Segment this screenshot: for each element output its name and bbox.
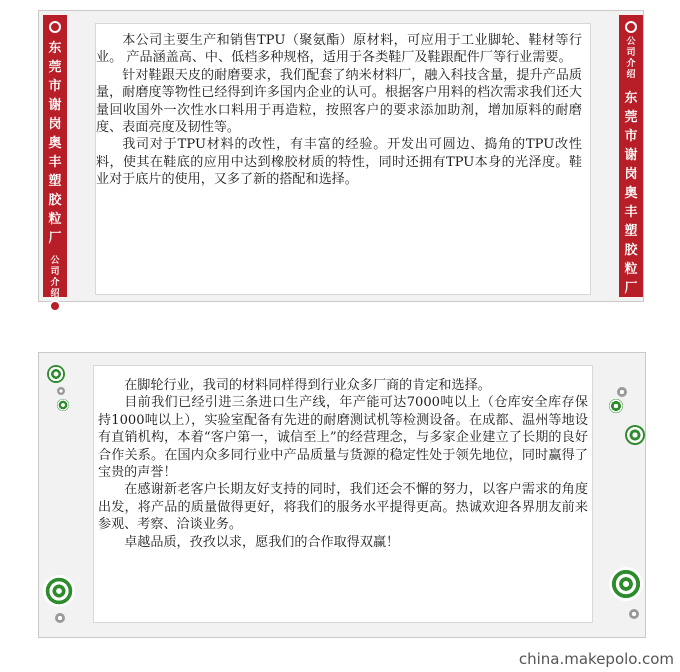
green-ring-icon [57,399,69,411]
green-ring-icon [609,567,643,601]
intro-paragraph: 本公司主要生产和销售TPU（聚氨酯）原材料，可应用于工业脚轮、鞋材等行业。 产品涵盖高、中、低档多种规格，适用于各类鞋厂及鞋跟配件厂等行业需要。 [96,33,582,66]
profile-paragraph: 在脚轮行业，我司的材料同样得到行业众多厂商的肯定和选择。 [124,378,491,393]
site-watermark: china.makepolo.com [518,650,674,668]
ring-icon [625,21,637,33]
green-ring-icon [609,399,623,413]
green-ring-icon [43,575,75,607]
intro-paragraph: 我司对于TPU材料的改性，有丰富的经验。开发出可圆边、捣角的TPU改性料，使其在鞋底的应用中达到橡胶材质的特性，同时还拥有TPU本身的光泽度。鞋业对于底片的使用，又多了新的搭配和选择。 [96,137,582,188]
profile-paragraph: 目前我们已经引进三条进口生产线，年产能可达7000吨以上（仓库安全库存保持1000吨以上），实验室配备有先进的耐磨测试机等检测设备。在成都、温州等地设有直销机构，本着“客户第一，诚信至上”的经营理念，与多家企业建立了长期的良好合作关系。在国内众多同行业中产品质量与货源的稳定性处于领先地位，同时赢得了宝贵的声誉！ [98,395,588,481]
company-name-vertical: 东 莞 市 谢 岗 奥 丰 塑 胶 粒 厂 [48,41,62,246]
gray-ring-icon [629,609,639,619]
profile-paragraph: 在感谢新老客户长期友好支持的同时，我们还会不懈的努力，以客户需求的角度出发，将产品的质量做得更好，将我们的服务水平提得更高。热诚欢迎各界朋友前来参观、考察、洽谈业务。 [98,482,588,533]
gray-ring-icon [617,387,627,397]
green-ring-icon [625,425,645,445]
intro-paragraph: 针对鞋跟天皮的耐磨要求，我们配套了纳米材料厂，融入科技含量，提升产品质量，耐磨度等物性已经得到许多国内企业的认可。根据客户用料的档次需求我们还大量回收国外一次性水口料用于再造粒，按照客户的要求添加助剂，增加原料的耐磨度、表面亮度及韧性等。 [96,67,582,136]
profile-paragraph: 卓越品质，孜孜以求，愿我们的合作取得双赢！ [124,534,400,550]
gray-ring-icon [57,387,65,395]
ring-icon [49,300,61,312]
intro-text [96,32,582,189]
company-name-vertical: 东 莞 市 谢 岗 奥 丰 塑 胶 粒 厂 [624,91,638,296]
right-ribbon [619,15,643,297]
gray-ring-icon [55,613,65,623]
green-ring-icon [47,365,65,383]
intro-label-vertical: 公 司 介 绍 [626,37,636,80]
ring-icon [49,21,61,33]
left-ribbon [43,15,67,297]
intro-label-vertical: 公 司 介 绍 [50,256,60,299]
profile-text [98,377,588,551]
